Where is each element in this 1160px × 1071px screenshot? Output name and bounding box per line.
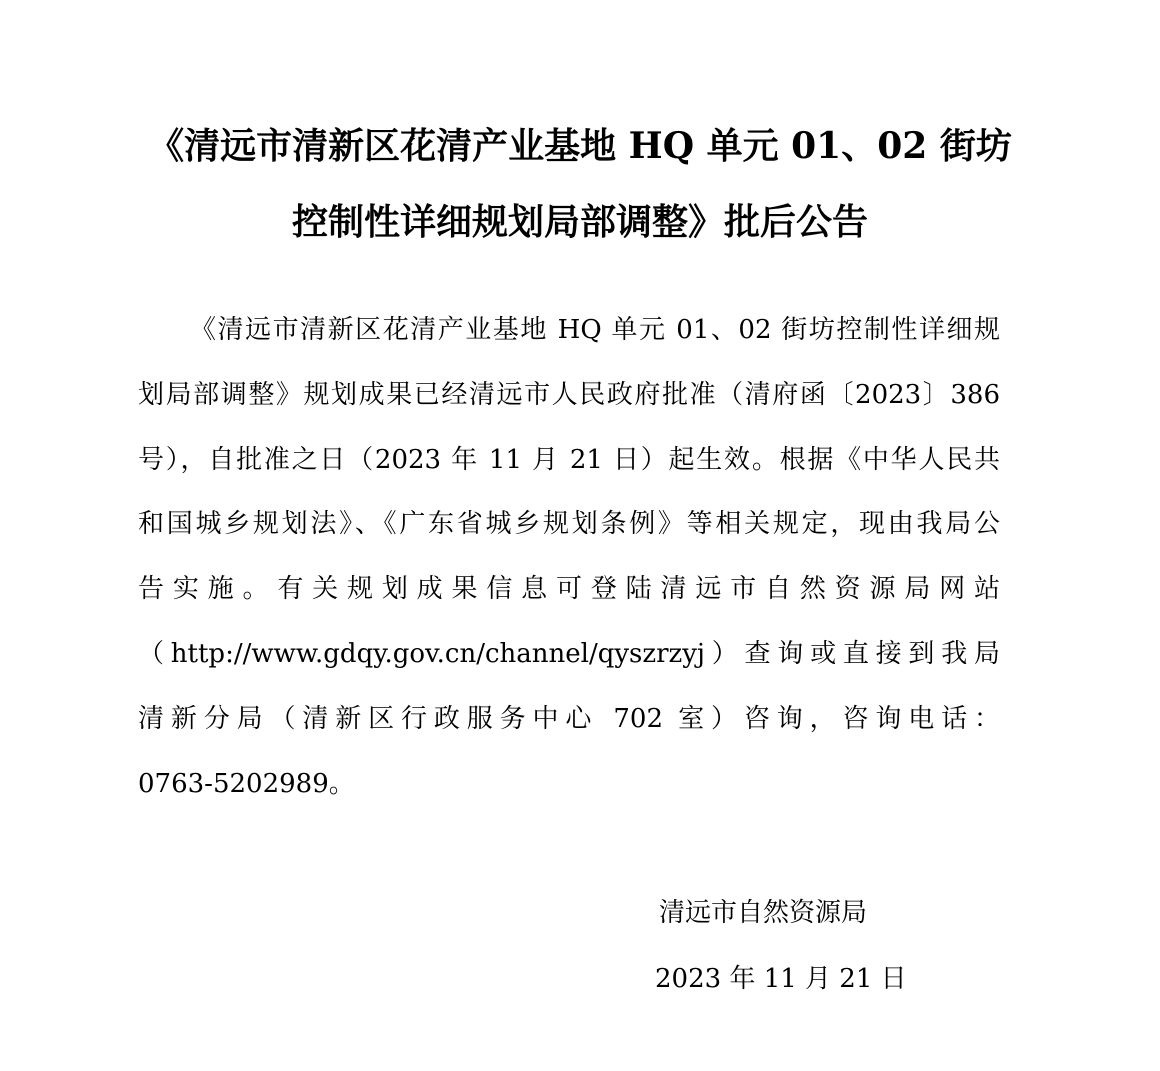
body-line-1: 《清远市清新区花清产业基地 HQ 单元 01、02 街坊控制性详细规 <box>190 315 1000 345</box>
body-line-4: 和国城乡规划法》、《广东省城乡规划条例》等相关规定，现由我局公 <box>138 509 1000 539</box>
signature-org: 清远市自然资源局 <box>659 898 868 928</box>
body-line-3: 号），自批准之日（2023 年 11 月 21 日）起生效。根据《中华人民共 <box>138 445 1000 475</box>
document-title-line-2: 控制性详细规划局部调整》批后公告 <box>291 201 868 243</box>
body-line-5: 告实施。有关规划成果信息可登陆清远市自然资源局网站 <box>138 574 1000 604</box>
signature-date: 2023 年 11 月 21 日 <box>655 964 907 994</box>
body-line-2: 划局部调整》规划成果已经清远市人民政府批准（清府函〔2023〕386 <box>138 380 1000 410</box>
document-title-line-1: 《清远市清新区花清产业基地 HQ 单元 01、02 街坊 <box>148 125 1012 167</box>
body-line-7: 清新分局（清新区行政服务中心 702 室）咨询，咨询电话： <box>138 704 1000 734</box>
body-line-8-phone: 0763-5202989。 <box>138 769 355 799</box>
body-line-6-url: （http://www.gdqy.gov.cn/channel/qyszrzyj）查询或直接到我局 <box>138 639 1000 669</box>
